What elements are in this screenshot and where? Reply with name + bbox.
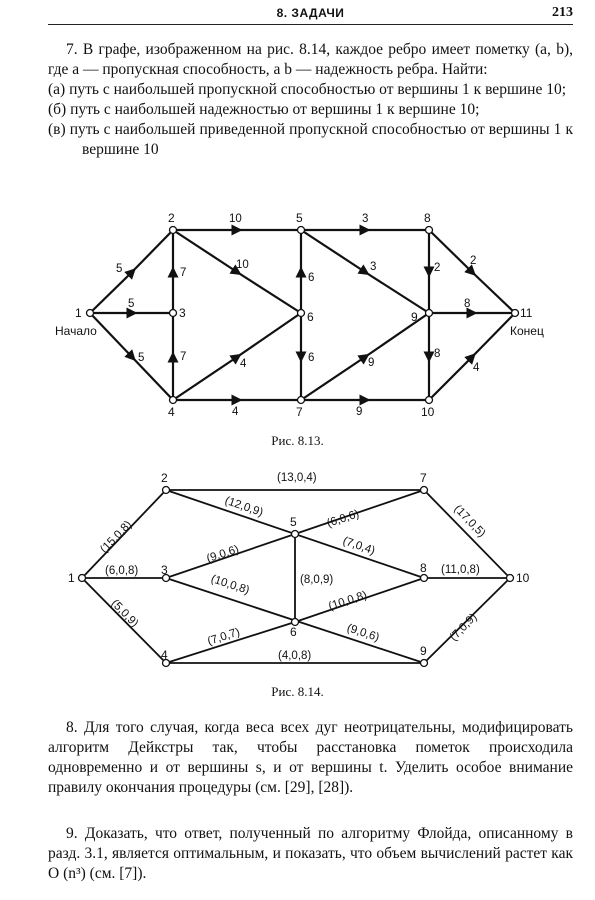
fig14-weight-4-9: (4,0,8) [278,650,312,662]
fig13-weight-6-5: 6 [308,272,315,284]
fig13-weight-9-11: 8 [464,298,471,310]
fig14-edge-5-7 [295,490,424,534]
problem-9 [48,824,573,884]
fig14-node-5 [292,531,299,538]
fig13-weight-4-6: 4 [240,358,247,370]
fig13-edge-10-11 [429,313,515,400]
fig13-weight-9-10: 8 [434,348,441,360]
fig13-node-label-3: 3 [179,306,186,320]
fig14-node-label-8: 8 [420,561,427,575]
fig13-node-label-8: 8 [424,211,431,225]
fig13-node-5 [298,227,305,234]
fig13-node-label-10: 10 [421,405,435,419]
fig14-weight-6-9: (9,0,6) [345,622,381,644]
problem-7-item-c: (в) путь с наибольшей приведенной пропускной способностью от вершины 1 к вершине 10 [48,121,573,158]
fig14-node-label-5: 5 [290,515,297,529]
fig14-weight-9-10: (7,0,9) [447,611,480,644]
fig14-node-label-1: 1 [68,571,75,585]
fig14-node-2 [163,487,170,494]
problem-8 [48,718,573,798]
problem-7 [48,40,573,160]
fig13-edge-8-11 [429,230,515,313]
fig14-weight-8-10: (11,0,8) [441,564,480,576]
fig14-weight-7-10: (17,0,5) [451,502,488,540]
page-header [48,4,573,25]
fig13-node-label-5: 5 [296,211,303,225]
fig13-edge-2-6 [173,230,301,313]
fig14-node-label-9: 9 [420,644,427,658]
fig13-weight-7-9: 9 [368,357,375,369]
fig14-weight-2-7: (13,0,4) [277,472,317,484]
fig13-end-label: Конец [510,324,544,338]
fig13-edge-1-4 [90,313,173,400]
fig13-weight-3-2: 7 [180,267,187,279]
fig14-node-label-10: 10 [516,571,530,585]
fig14-weight-1-2: (15,0,8) [98,518,135,556]
fig14-weight-3-9: (10,0,8) [209,573,251,597]
fig13-node-1 [87,310,94,317]
fig14-weight-5-8: (7,0,4) [341,535,377,558]
fig13-weight-1-2: 5 [116,263,123,275]
fig13-weight-1-4: 5 [138,352,145,364]
fig14-node-8 [421,575,428,582]
fig13-node-label-4: 4 [168,405,175,419]
fig13-edge-7-9 [301,313,429,400]
fig13-node-label-7: 7 [296,405,303,419]
fig13-weight-4-7: 4 [232,406,239,418]
fig14-weight-1-4: (5,0,9) [108,597,141,630]
fig13-node-11 [512,310,519,317]
fig14-node-10 [507,575,514,582]
fig13-weight-2-5: 10 [229,213,242,225]
fig14-node-9 [421,660,428,667]
fig13-weight-4-3: 7 [180,351,187,363]
problem-7-intro: 7. В графе, изображенном на рис. 8.14, каждое ребро имеет пометку (a, b), где a — пропускная способность, a b — надежность ребра. Найти: [48,41,573,78]
fig13-weight-8-11: 2 [470,255,477,267]
fig13-node-10 [426,397,433,404]
fig13-node-label-6: 6 [307,310,314,324]
fig14-node-label-3: 3 [161,563,168,577]
fig14-weight-6-8: (10,0,8) [327,589,369,613]
fig13-node-9 [426,310,433,317]
fig13-node-8 [426,227,433,234]
fig14-weight-2-8: (12,0,9) [223,494,265,520]
fig13-weight-6-7: 6 [308,352,315,364]
fig14-node-label-2: 2 [161,471,168,485]
figure-8-13 [0,200,595,440]
fig14-node-label-6: 6 [290,625,297,639]
fig13-node-2 [170,227,177,234]
fig13-node-6 [298,310,305,317]
fig14-weight-4-6: (7,0,7) [206,626,242,648]
fig14-weight-1-3: (6,0,8) [105,565,139,577]
fig14-node-7 [421,487,428,494]
page-number: 213 [552,5,573,20]
fig13-weight-10-11: 4 [473,362,480,374]
problem-7-item-a: (а) путь с наибольшей пропускной способностью от вершины 1 к вершине 10; [48,81,567,98]
figure-8-13-caption: Рис. 8.13. [271,433,324,448]
figure-8-14-caption: Рис. 8.14. [271,684,324,699]
fig13-weight-8-9: 2 [434,262,441,274]
fig13-node-label-9: 9 [411,310,418,324]
fig13-node-label-11: 11 [520,306,533,320]
problem-9-text: 9. Доказать, что ответ, полученный по алгоритму Флойда, описанному в разд. 3.1, является оптимальным, и показать, что объем вычислений растет как O (n³) (см. [7]). [48,825,573,882]
problem-7-item-b: (б) путь с наибольшей надежностью от вершины 1 к вершине 10; [48,101,480,118]
figure-8-14 [0,465,595,680]
running-title: 8. ЗАДАЧИ [276,6,345,20]
fig14-node-1 [79,575,86,582]
fig13-node-3 [170,310,177,317]
fig13-node-7 [298,397,305,404]
fig13-node-label-2: 2 [168,211,175,225]
fig13-weight-5-8: 3 [362,213,369,225]
fig13-start-label: Начало [55,324,97,338]
fig14-weight-5-7: (6,0,6) [325,508,361,530]
fig13-edge-5-9 [301,230,429,313]
fig13-edge-4-6 [173,313,301,400]
fig13-node-4 [170,397,177,404]
fig13-weight-7-10: 9 [356,406,363,418]
fig13-weight-1-3: 5 [128,298,135,310]
fig14-node-label-7: 7 [420,471,427,485]
fig13-weight-2-6: 10 [236,259,249,271]
fig14-node-label-4: 4 [161,648,168,662]
problem-8-text: 8. Для того случая, когда веса всех дуг неотрицательны, модифицировать алгоритм Дейкстры так, чтобы расстановка пометок происходила одновременно и от вершины s, и от вершины t. Уделить особое внимание правилу окончания процедуры (см. [29], [28]). [48,719,573,796]
fig14-weight-3-5: (9,0,6) [205,543,241,566]
fig13-node-label-1: 1 [75,306,82,320]
fig13-weight-5-9: 3 [370,261,377,273]
fig14-weight-5-6: (8,0,9) [300,574,334,586]
